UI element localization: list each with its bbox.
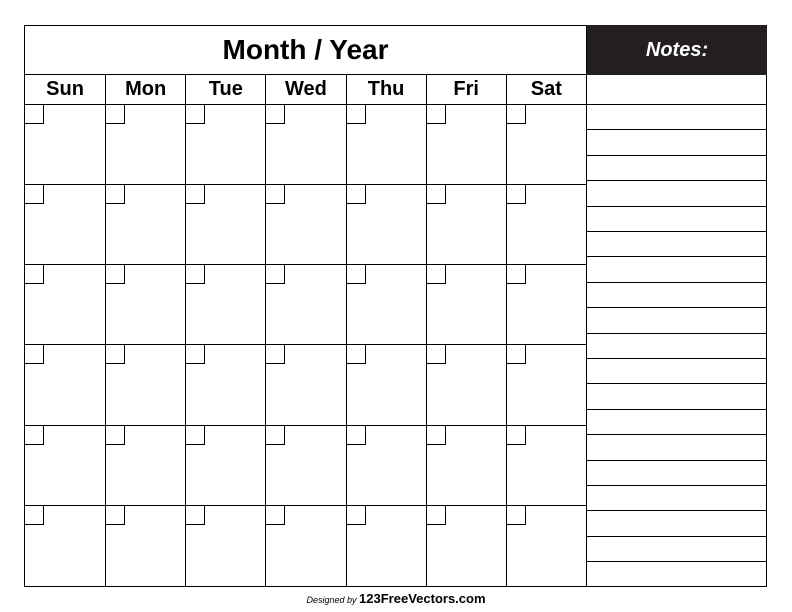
date-number-box[interactable] [25, 185, 44, 204]
date-number-box[interactable] [427, 506, 446, 525]
month-year-title: Month / Year [222, 34, 389, 65]
day-cell[interactable] [25, 426, 105, 506]
weekday-mon: Mon [105, 75, 185, 104]
date-number-box[interactable] [25, 426, 44, 445]
day-cell[interactable] [185, 185, 265, 265]
weekday-fri: Fri [426, 75, 506, 104]
calendar-week-row [25, 105, 586, 185]
date-number-box[interactable] [266, 105, 285, 124]
day-cell[interactable] [105, 105, 185, 185]
note-line[interactable] [587, 485, 767, 486]
calendar-week-row [25, 265, 586, 345]
note-line[interactable] [587, 180, 767, 181]
day-cell[interactable] [265, 105, 345, 185]
date-number-box[interactable] [266, 426, 285, 445]
day-cell[interactable] [426, 185, 506, 265]
date-number-box[interactable] [266, 345, 285, 364]
date-number-box[interactable] [347, 426, 366, 445]
day-cell[interactable] [25, 105, 105, 185]
day-cell[interactable] [506, 185, 586, 265]
date-number-box[interactable] [347, 345, 366, 364]
note-line[interactable] [587, 536, 767, 537]
date-number-box[interactable] [106, 265, 125, 284]
weekday-tue: Tue [185, 75, 265, 104]
day-cell[interactable] [426, 506, 506, 586]
date-number-box[interactable] [25, 265, 44, 284]
weekday-thu: Thu [346, 75, 426, 104]
weekday-wed: Wed [265, 75, 345, 104]
note-line[interactable] [587, 561, 767, 562]
date-number-box[interactable] [266, 185, 285, 204]
day-cell[interactable] [506, 265, 586, 345]
date-number-box[interactable] [106, 345, 125, 364]
notes-header: Notes: [587, 25, 767, 75]
note-line[interactable] [587, 460, 767, 461]
date-number-box[interactable] [106, 426, 125, 445]
date-number-box[interactable] [347, 185, 366, 204]
day-cell[interactable] [185, 265, 265, 345]
day-cell[interactable] [506, 105, 586, 185]
notes-area[interactable] [587, 75, 767, 586]
day-cell[interactable] [346, 265, 426, 345]
date-number-box[interactable] [106, 185, 125, 204]
note-line[interactable] [587, 409, 767, 410]
date-number-box[interactable] [507, 506, 526, 525]
note-line[interactable] [587, 231, 767, 232]
note-line[interactable] [587, 333, 767, 334]
day-cell[interactable] [346, 105, 426, 185]
date-number-box[interactable] [347, 265, 366, 284]
date-number-box[interactable] [347, 506, 366, 525]
day-cell[interactable] [265, 185, 345, 265]
date-number-box[interactable] [507, 426, 526, 445]
note-line[interactable] [587, 434, 767, 435]
calendar-week-row [25, 426, 586, 506]
day-cell[interactable] [506, 345, 586, 425]
note-line[interactable] [587, 383, 767, 384]
day-cell[interactable] [25, 345, 105, 425]
date-number-box[interactable] [507, 105, 526, 124]
date-number-box[interactable] [427, 105, 446, 124]
date-number-box[interactable] [25, 506, 44, 525]
day-cell[interactable] [105, 506, 185, 586]
credit-brand: 123FreeVectors.com [359, 591, 486, 606]
date-number-box[interactable] [507, 265, 526, 284]
date-number-box[interactable] [25, 345, 44, 364]
calendar-week-row [25, 345, 586, 425]
day-cell[interactable] [426, 105, 506, 185]
note-line[interactable] [587, 358, 767, 359]
date-number-box[interactable] [427, 426, 446, 445]
date-number-box[interactable] [507, 185, 526, 204]
day-cell[interactable] [25, 265, 105, 345]
day-cell[interactable] [105, 345, 185, 425]
day-cell[interactable] [105, 265, 185, 345]
day-cell[interactable] [105, 185, 185, 265]
day-cell[interactable] [265, 426, 345, 506]
day-cell[interactable] [265, 506, 345, 586]
date-number-box[interactable] [507, 345, 526, 364]
note-line[interactable] [587, 510, 767, 511]
date-number-box[interactable] [186, 265, 205, 284]
date-number-box[interactable] [427, 345, 446, 364]
day-cell[interactable] [185, 426, 265, 506]
weekday-sun: Sun [46, 78, 84, 100]
credit-prefix: Designed by [306, 595, 357, 605]
day-cell[interactable] [25, 506, 105, 586]
date-number-box[interactable] [427, 265, 446, 284]
note-line[interactable] [587, 307, 767, 308]
calendar-week-row [25, 506, 586, 586]
day-cell[interactable] [506, 506, 586, 586]
day-cell[interactable] [185, 345, 265, 425]
day-cell[interactable] [426, 426, 506, 506]
day-cell[interactable] [346, 506, 426, 586]
day-cell[interactable] [346, 345, 426, 425]
calendar-week-row [25, 185, 586, 265]
note-line[interactable] [587, 282, 767, 283]
day-cell[interactable] [426, 345, 506, 425]
day-cell[interactable] [185, 506, 265, 586]
date-number-box[interactable] [186, 105, 205, 124]
day-cell[interactable] [25, 185, 105, 265]
date-number-box[interactable] [427, 185, 446, 204]
date-number-box[interactable] [266, 506, 285, 525]
credit-line [0, 591, 792, 606]
date-number-box[interactable] [25, 105, 44, 124]
weekday-sat: Sat [506, 75, 586, 104]
date-number-box[interactable] [347, 105, 366, 124]
day-cell[interactable] [265, 265, 345, 345]
date-number-box[interactable] [186, 506, 205, 525]
weekday-header-row [25, 75, 586, 104]
day-cell[interactable] [506, 426, 586, 506]
date-number-box[interactable] [186, 185, 205, 204]
day-cell[interactable] [265, 345, 345, 425]
note-line[interactable] [587, 206, 767, 207]
note-line[interactable] [587, 256, 767, 257]
date-number-box[interactable] [186, 426, 205, 445]
day-cell[interactable] [426, 265, 506, 345]
note-line[interactable] [587, 155, 767, 156]
day-cell[interactable] [346, 185, 426, 265]
date-number-box[interactable] [106, 506, 125, 525]
day-cell[interactable] [346, 426, 426, 506]
date-number-box[interactable] [266, 265, 285, 284]
calendar-grid [25, 105, 586, 586]
date-number-box[interactable] [186, 345, 205, 364]
note-line[interactable] [587, 104, 767, 105]
date-number-box[interactable] [106, 105, 125, 124]
day-cell[interactable] [105, 426, 185, 506]
note-line[interactable] [587, 129, 767, 130]
day-cell[interactable] [185, 105, 265, 185]
